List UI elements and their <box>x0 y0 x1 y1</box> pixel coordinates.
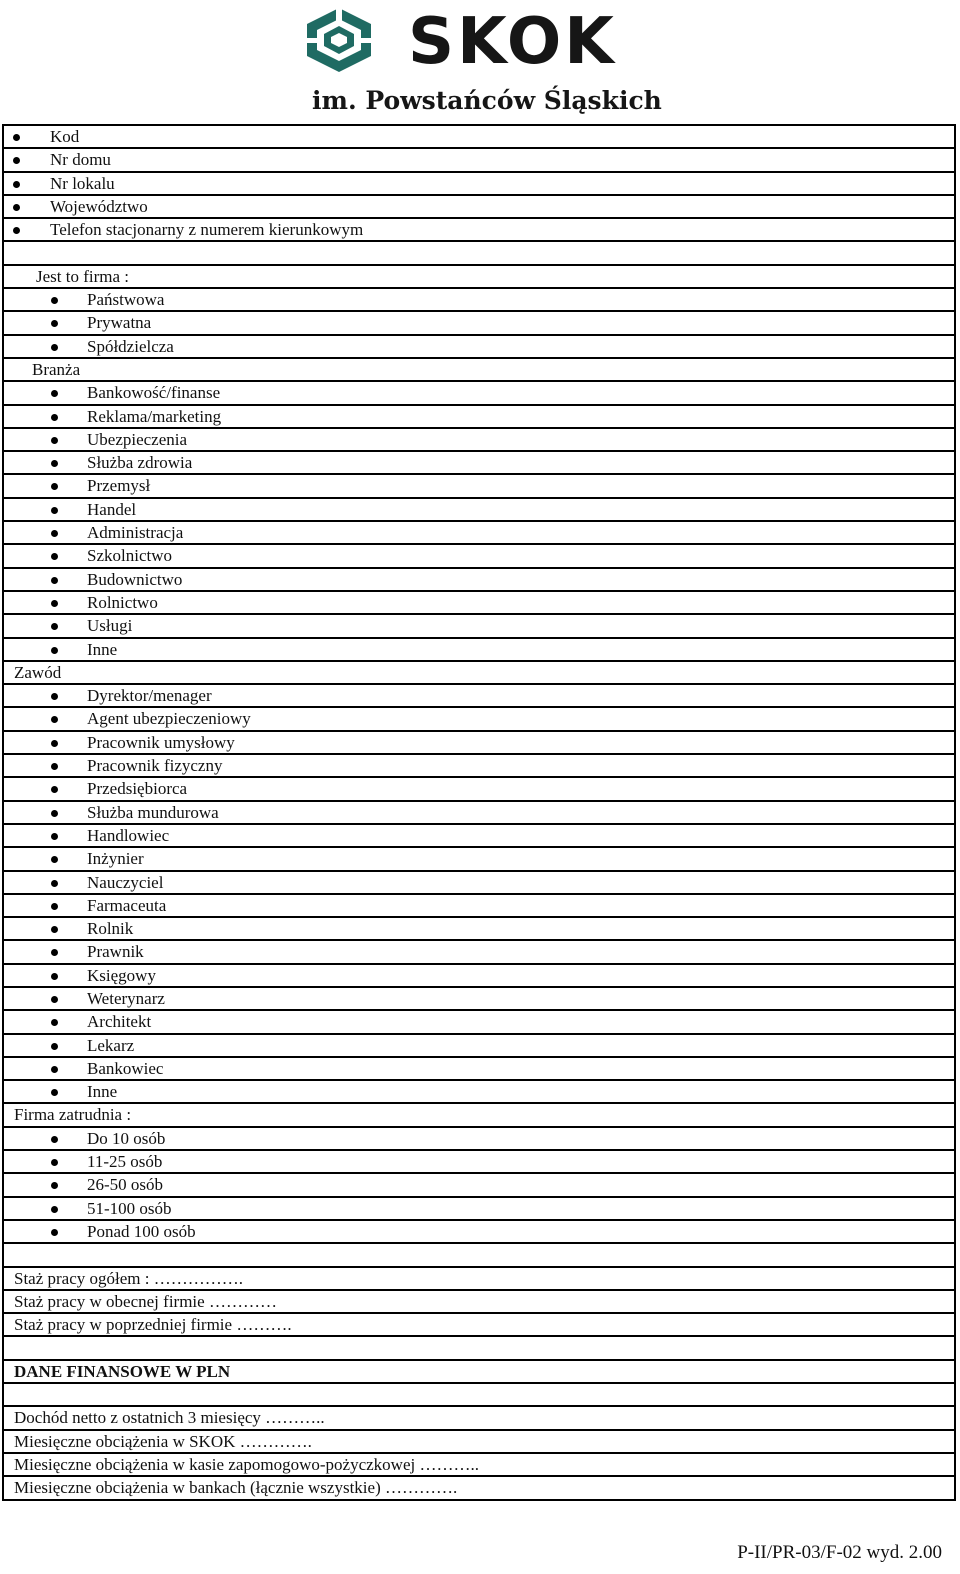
section-label-employees: Firma zatrudnia : <box>4 1104 954 1127</box>
list-item: Inne <box>4 639 954 662</box>
bullet-icon <box>51 1066 58 1073</box>
bullet-icon <box>51 623 58 630</box>
bullet-icon <box>51 1229 58 1236</box>
list-item: 51-100 osób <box>4 1198 954 1221</box>
list-item: Reklama/marketing <box>4 406 954 429</box>
list-item: Województwo <box>4 196 954 219</box>
bullet-icon <box>51 903 58 910</box>
list-item: Nauczyciel <box>4 872 954 895</box>
bullet-icon <box>51 553 58 560</box>
brand-subtitle: im. Powstańców Śląskich <box>312 86 662 115</box>
bullet-icon <box>13 181 20 188</box>
bullet-icon <box>51 949 58 956</box>
bullet-icon <box>51 390 58 397</box>
bullet-icon <box>51 577 58 584</box>
empty-row <box>4 1337 954 1360</box>
list-item: Księgowy <box>4 965 954 988</box>
seniority-previous-field: Staż pracy w poprzedniej firmie ………. <box>4 1314 954 1337</box>
list-item: Ubezpieczenia <box>4 429 954 452</box>
bullet-icon <box>51 786 58 793</box>
bullet-icon <box>51 740 58 747</box>
list-item: Do 10 osób <box>4 1128 954 1151</box>
list-item: Usługi <box>4 615 954 638</box>
bullet-icon <box>13 134 20 141</box>
bullet-icon <box>51 1019 58 1026</box>
income-field: Dochód netto z ostatnich 3 miesięcy ……….. <box>4 1407 954 1430</box>
list-item: Pracownik fizyczny <box>4 755 954 778</box>
skok-logo-icon <box>300 6 378 74</box>
list-item: Przemysł <box>4 475 954 498</box>
bullet-icon <box>51 507 58 514</box>
empty-row <box>4 1244 954 1267</box>
bullet-icon <box>51 1043 58 1050</box>
list-item: Budownictwo <box>4 569 954 592</box>
bullet-icon <box>51 414 58 421</box>
list-item: Dyrektor/menager <box>4 685 954 708</box>
bullet-icon <box>51 1136 58 1143</box>
list-item: Pracownik umysłowy <box>4 732 954 755</box>
bullet-icon <box>51 344 58 351</box>
list-item: Handel <box>4 499 954 522</box>
bullet-icon <box>51 460 58 467</box>
list-item: 11-25 osób <box>4 1151 954 1174</box>
bullet-icon <box>51 856 58 863</box>
bullet-icon <box>51 530 58 537</box>
list-item: Inżynier <box>4 848 954 871</box>
seniority-current-field: Staż pracy w obecnej firmie ………… <box>4 1291 954 1314</box>
list-item: 26-50 osób <box>4 1174 954 1197</box>
list-item: Szkolnictwo <box>4 545 954 568</box>
list-item: Nr lokalu <box>4 173 954 196</box>
bank-burden-field: Miesięczne obciążenia w bankach (łącznie wszystkie) …………. <box>4 1477 954 1500</box>
list-item: Handlowiec <box>4 825 954 848</box>
bullet-icon <box>13 157 20 164</box>
list-item: Służba zdrowia <box>4 452 954 475</box>
bullet-icon <box>51 693 58 700</box>
list-item: Przedsiębiorca <box>4 778 954 801</box>
section-label-company-type: Jest to firma : <box>4 266 954 289</box>
form-table <box>2 124 956 1501</box>
list-item: Kod <box>4 126 954 149</box>
bullet-icon <box>51 647 58 654</box>
bullet-icon <box>51 833 58 840</box>
bullet-icon <box>51 880 58 887</box>
bullet-icon <box>51 1089 58 1096</box>
bullet-icon <box>51 1182 58 1189</box>
list-item: Prawnik <box>4 941 954 964</box>
list-item: Nr domu <box>4 149 954 172</box>
bullet-icon <box>51 1159 58 1166</box>
bullet-icon <box>13 227 20 234</box>
list-item: Ponad 100 osób <box>4 1221 954 1244</box>
list-item: Bankowiec <box>4 1058 954 1081</box>
brand-name: SKOK <box>408 5 617 79</box>
list-item: Prywatna <box>4 312 954 335</box>
list-item: Państwowa <box>4 289 954 312</box>
bullet-icon <box>51 297 58 304</box>
list-item: Weterynarz <box>4 988 954 1011</box>
finance-section-title: DANE FINANSOWE W PLN <box>4 1361 954 1384</box>
bullet-icon <box>51 1206 58 1213</box>
list-item: Bankowość/finanse <box>4 382 954 405</box>
bullet-icon <box>51 437 58 444</box>
list-item: Spółdzielcza <box>4 336 954 359</box>
list-item: Rolnictwo <box>4 592 954 615</box>
list-item: Telefon stacjonarny z numerem kierunkowym <box>4 219 954 242</box>
list-item: Inne <box>4 1081 954 1104</box>
list-item: Architekt <box>4 1011 954 1034</box>
document-code: P-II/PR-03/F-02 wyd. 2.00 <box>737 1542 942 1563</box>
list-item: Agent ubezpieczeniowy <box>4 708 954 731</box>
kasa-burden-field: Miesięczne obciążenia w kasie zapomogowo-pożyczkowej ……….. <box>4 1454 954 1477</box>
bullet-icon <box>51 483 58 490</box>
bullet-icon <box>51 926 58 933</box>
skok-burden-field: Miesięczne obciążenia w SKOK …………. <box>4 1431 954 1454</box>
bullet-icon <box>13 204 20 211</box>
bullet-icon <box>51 600 58 607</box>
document-header <box>0 0 960 122</box>
seniority-total-field: Staż pracy ogółem : ……………. <box>4 1268 954 1291</box>
bullet-icon <box>51 320 58 327</box>
bullet-icon <box>51 763 58 770</box>
section-label-industry: Branża <box>4 359 954 382</box>
section-label-profession: Zawód <box>4 662 954 685</box>
list-item: Służba mundurowa <box>4 802 954 825</box>
list-item: Administracja <box>4 522 954 545</box>
bullet-icon <box>51 716 58 723</box>
list-item: Farmaceuta <box>4 895 954 918</box>
list-item: Rolnik <box>4 918 954 941</box>
list-item: Lekarz <box>4 1035 954 1058</box>
empty-row <box>4 242 954 265</box>
bullet-icon <box>51 973 58 980</box>
bullet-icon <box>51 996 58 1003</box>
bullet-icon <box>51 810 58 817</box>
empty-row <box>4 1384 954 1407</box>
